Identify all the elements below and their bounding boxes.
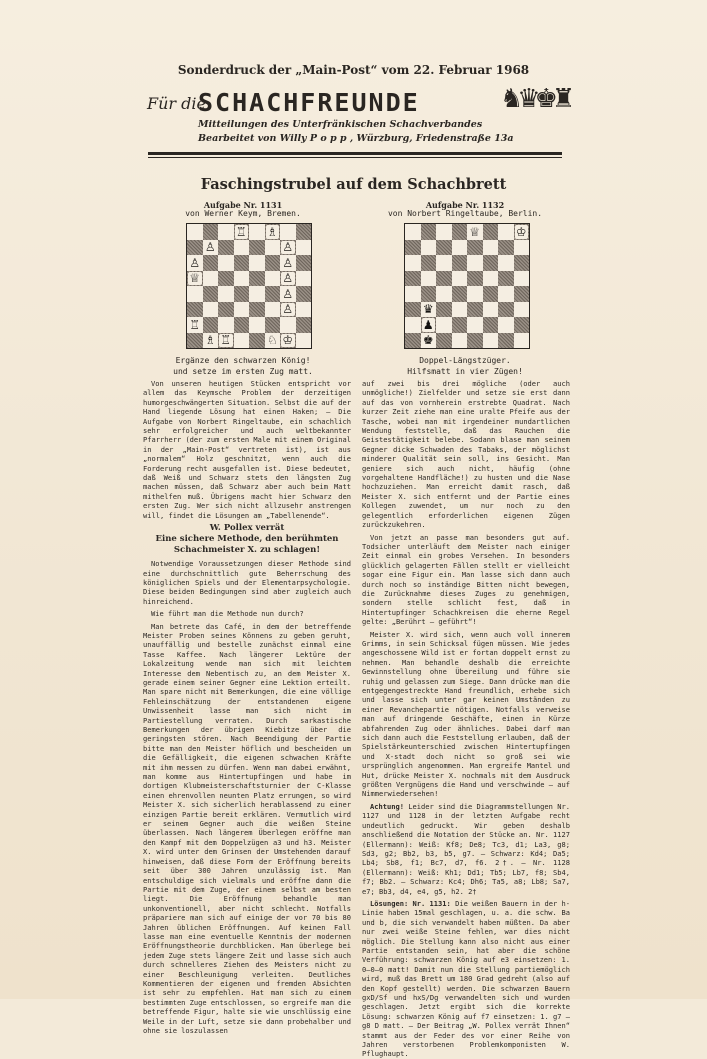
board-square (421, 286, 437, 302)
board-square (187, 302, 203, 318)
board-square (218, 240, 234, 256)
paragraph: Wie führt man die Methode nun durch? (151, 609, 304, 619)
board-square (234, 317, 250, 333)
board-square (296, 286, 312, 302)
chess-piece-icon: ♙ (282, 240, 294, 255)
board-square (296, 255, 312, 271)
paragraph: Man betrete das Café, in dem der betreffende Meister Proben seines Könnens zu geben geruht, unauffällig und bestelle zunächst einmal eine Tasse Kaffee. Nach längerer Lektüre der Lokalzeitung wende man sich mit leichtem Interesse dem Nebentisch zu, an dem Meister X. gerade einem seiner Gegner eine Lektion erteilt. Man spare nicht mit Bemerkungen, die eine völlige Fehleinschätzung der entstandenen eigene Unwissenheit lasse man sich nicht im Partiestellung verraten. Durch sarkastische Bemerkungen der übrigen Kiebitze über die geringsten stören. Nach Beendigung der Partie bitte man den Meister höflich und bescheiden um die Gefälligkeit, die eigenen schwachen Kräfte mit ihm messen zu dürfen. Wenn man dabei erwähnt, man komme aus Hintertupfingen und habe im dortigen Klubmeisterschaftsturnier der C-Klasse einen ehrenvollen neunten Platz errungen, so wird Meister X. sich sicherlich herablassend zu einer einzigen Partie bereit erklären. Vermutlich wird er seinem Gegner auch die weißen Steine überlassen. Nach längerem Überlegen eröffne man den Kampf mit dem Doppelzügen a3 und h3. Meister X. wird unter dem Grinsen der Umstehenden darauf hinweisen, daß diese Form der Eröffnung bereits seit über 300 Jahren unzulässig ist. Man entschuldige sich vielmals und eröffne dann die Partie mit dem Zuge, der einem selbst am besten liegt. Die Eröffnung behandle man unkonventionell, aber nicht schlecht. Notfalls präpariere man sich auf einige der vor 70 bis 80 Jahren üblichen Eröffnungen. Auf keinen Fall lasse man eine eventuelle Kenntnis der modernen Eröffnungstheorie durchblicken. Man überlege bei jedem Zuge stets längere Zeit und lasse sich auch durch schnelleres Ziehen des Meisters nicht zu einer Beschleunigung verleiten. Deutliches Kommentieren der eigenen und fremden Absichten ist sehr zu empfehlen. Hat man sich zu einem bestimmten Zuge entschlossen, so ergreife man die betreffende Figur, halte sie wie unschlüssig eine Weile in der Luft, setze sie dann probehalber und ohne sie loszulassen (143, 621, 351, 1035)
board-square (265, 286, 281, 302)
chess-piece-icon: ♖ (189, 317, 201, 332)
chess-piece-icon: ♙ (282, 302, 294, 317)
board-square (203, 224, 219, 240)
board-square (218, 271, 234, 287)
masthead-editor: Bearbeitet von Willy P o p p , Würzburg, Friedenstraße 13a (198, 133, 514, 144)
board-square (296, 224, 312, 240)
intro-paragraph: Von unseren heutigen Stücken entspricht vor allem das Keymsche Problem der derzeitigen humorgeschwängerten Situation. Selbst die auf der Hand liegende Lösung hat einen Haken; — Die Aufgabe von Norbert Ringeltaube, ein schachlich sehr erfolgreicher und auch weltbekannter Pfarrherr (der zum ersten Male mit einem Original in der „Main-Post“ vertreten ist), ist aus „normalem“ Holz geschnitzt, wenn auch die Forderung recht ausgefallen ist. Diese bedeutet, daß Weiß und Schwarz stets den längsten Zug machen müssen, daß Schwarz aber auch beim Matt mithelfen muß. Übrigens macht hier Schwarz den ersten Zug. Wer sich nicht allzusehr anstrengen will, findet die Lösungen am „Tabellenende“. (143, 379, 351, 520)
board-square (436, 271, 452, 287)
board-square (514, 317, 530, 333)
chess-diagram-1131 (186, 223, 312, 349)
masthead-subtitle: Mitteilungen des Unterfränkischen Schachverbandes (198, 119, 483, 130)
board-square (514, 286, 530, 302)
chess-piece-icon: ♖ (220, 333, 232, 348)
article-column-left (143, 379, 351, 1035)
board-square (405, 271, 421, 287)
header-rule-thin (148, 157, 562, 158)
board-square (203, 286, 219, 302)
chess-piece-icon: ♚ (422, 333, 434, 348)
board-square (405, 240, 421, 256)
board-square (452, 317, 468, 333)
board-square (249, 240, 265, 256)
chess-piece-icon: ♕ (469, 224, 481, 239)
chess-piece-icon: ♗ (266, 224, 278, 239)
problem-2-caption: Doppel-Längstzüger. (419, 356, 511, 365)
chess-pieces-logo-icon: ♞♛♚♜ (500, 84, 570, 114)
board-square (483, 286, 499, 302)
paragraph: Notwendige Voraussetzungen dieser Methode sind eine durchschnittlich gute Beherrschung des königlichen Spiels und der Elementarpsychologie. Diese beiden Bedingungen sind aber zugleich auch hinreichend. (143, 559, 351, 606)
notice-label: Achtung! (370, 801, 404, 811)
board-square (249, 333, 265, 349)
problem-2-title: Aufgabe Nr. 1132 (425, 200, 505, 210)
section-heading: W. Pollex verrät (209, 523, 285, 534)
problem-1-caption: Ergänze den schwarzen König! (175, 356, 311, 365)
masthead-title: SCHACHFREUNDE (198, 88, 420, 117)
paragraph: Meister X. wird sich, wenn auch voll innerem Grimms, in sein Schicksal fügen müssen. Wie jedes angeschossene Wild ist er fortan doppelt ernst zu nehmen. Man behandle deshalb die erreichte Gewinnstellung ohne Übereilung und führe sie ruhig und gelassen zum Siege. Dann drücke man die entgegengestreckte Hand freundlich, erhebe sich und lasse sich unter gar keinen Umständen zu einer Revanchepartie nötigen. Notfalls verweise man auf dringende Geschäfte, einen in Kürze abfahrenden Zug oder ähnliches. Dabei darf man sich dann auch die Feststellung erlauben, daß der Spielstärkeunterschied zwischen Hintertupfingen und X-stadt doch nicht so groß sei wie ursprünglich angenommen. Man ergreife Mantel und Hut, drücke Meister X. nochmals mit dem Ausdruck größten Vergnügens die Hand und verschwinde — auf Nimmerwiedersehen! (362, 629, 570, 799)
chess-piece-icon: ♔ (515, 224, 527, 239)
board-square (218, 302, 234, 318)
board-square (249, 271, 265, 287)
board-square (187, 240, 203, 256)
chess-piece-icon: ♗ (204, 333, 216, 348)
board-square (467, 333, 483, 349)
chess-piece-icon: ♙ (282, 286, 294, 301)
section-subheading (143, 534, 351, 556)
solutions-text: Die weißen Bauern in der h-Linie haben 15mal geschlagen, u. a. die schw. Ba und b, die sich verwandelt haben müßten. Da aber nur zwei weiße Steine fehlen, war dies nicht möglich. Die Stellung kann also nicht aus einer Partie entstanden sein, hat aber die schöne Verführung: schwarzen König auf e3 einsetzen: 1. 0—0—0 matt! Damit nun die Stellung partiemöglich wird, muß das Brett um 180 Grad gedreht (also auf den Kopf gestellt) werden. Die schwarzen Bauern gxD/Sf und hxS/Dg verwandelten sich und wurden geschlagen. Jetzt ergibt sich die korrekte Lösung: schwarzen König auf f7 einsetzen: 1. g7 — g8 D matt. — Der Beitrag „W. Pollex verrät Ihnen“ stammt aus der Feder des vor einer Reihe von Jahren verstorbenen Problemkomponisten W. Pflughaupt. (362, 898, 571, 1059)
board-square (498, 333, 514, 349)
board-square (265, 317, 281, 333)
board-square (249, 302, 265, 318)
page-headline: Faschingstrubel auf dem Schachbrett (200, 176, 507, 193)
chess-piece-icon: ♙ (282, 255, 294, 270)
notice-paragraph (362, 802, 570, 896)
subheading-line-1: Eine sichere Methode, den berühmten (155, 534, 339, 545)
problem-2-stipulation: Hilfsmatt in vier Zügen! (407, 367, 523, 376)
reprint-note: Sonderdruck der „Main-Post“ vom 22. Februar 1968 (177, 63, 530, 77)
board-square (483, 317, 499, 333)
paragraph: Von jetzt an passe man besonders gut auf. Todsicher unterläuft dem Meister nach einiger Zeit einmal ein grobes Versehen. In besonders glücklich gelagerten Fällen stellt er vielleicht sogar eine Figur ein. Man lasse sich dann auch durch noch so inständige Bitten nicht bewegen, die Zurücknahme dieses Zuges zu genehmigen, sondern stelle schlicht fest, daß in Hintertupfinger Schachkreisen die eherne Regel gelte: „Berührt — geführt“! (362, 532, 570, 627)
board-square (452, 224, 468, 240)
article-column-right (362, 379, 571, 1059)
chess-piece-icon: ♙ (282, 271, 294, 286)
paragraph: auf zwei bis drei mögliche (oder auch unmögliche!) Zielfelder und setze sie erst dann auf das von vornherein erstrebte Quadrat. Nach kurzer Zeit ziehe man eine uralte Pfeife aus der Tasche, wobei man mit irgendeiner mundartlichen Wendung feststelle, daß das Rauchen die Geistestätigkeit belebe. Sodann blase man seinem Gegner dicke Schwaden des Tabaks, der möglichst minderer Qualität sein soll, ins Gesicht. Man geniere sich auch nicht, häufig (ohne vorgehaltene Handfläche!) zu husten und die Nase hochzuziehen. Man erreicht damit rasch, daß Meister X. sich entfernt und der Partie eines Kollegen zuwendet, um nur noch zu den gelegentlich erforderlichen eigenen Zügen zurückzukehren. (362, 379, 570, 530)
board-square (452, 286, 468, 302)
board-square (405, 302, 421, 318)
solutions-label: Lösungen: Nr. 1131: (370, 898, 451, 908)
chess-piece-icon: ♔ (282, 333, 294, 348)
chess-piece-icon: ♛ (422, 302, 434, 317)
board-square (296, 317, 312, 333)
subheading-line-2: Schachmeister X. zu schlagen! (173, 545, 321, 556)
board-square (436, 240, 452, 256)
board-square (514, 255, 530, 271)
solutions-paragraph (362, 899, 570, 1059)
board-square (467, 271, 483, 287)
problem-1-stipulation: und setze im ersten Zug matt. (173, 367, 313, 376)
problem-1-title: Aufgabe Nr. 1131 (203, 200, 283, 210)
board-square (436, 333, 452, 349)
chess-piece-icon: ♙ (204, 240, 216, 255)
chess-piece-icon: ♕ (189, 271, 201, 286)
notice-text: Leider sind die Diagrammstellungen Nr. 1127 und 1128 in der letzten Aufgabe recht undeutlich gedruckt. Wir geben deshalb anschließend die Notation der Stücke an. Nr. 1127 (Ellermann): Weiß: Kf8; De8; Tc3, d1; La3, g8; Sd3, g2; Bb2, b3, b5, g7. — Schwarz: Kd4; Da5; Lb4; Sb8, f1; Bc7, d7, f6. 2†. — Nr. 1128 (Ellermann): Weiß: Kh1; Dd1; Tb5; Lb7, f8; Sb4, f7; Bb2. — Schwarz: Kc4; Dh6; Ta5, a8; Lb8; Sa7, e7; Bb3, d4, e4, g5, h2. 2† (362, 801, 570, 896)
chess-piece-icon: ♙ (189, 255, 201, 270)
board-square (405, 333, 421, 349)
board-square (421, 224, 437, 240)
problem-2-author: von Norbert Ringeltaube, Berlin. (387, 209, 543, 218)
board-square (203, 317, 219, 333)
board-square (483, 255, 499, 271)
board-square (498, 240, 514, 256)
board-square (467, 240, 483, 256)
board-square (265, 255, 281, 271)
board-square (436, 302, 452, 318)
board-square (187, 333, 203, 349)
board-square (203, 255, 219, 271)
chess-diagram-1132 (404, 223, 530, 349)
board-square (467, 302, 483, 318)
board-square (234, 255, 250, 271)
chess-piece-icon: ♟ (422, 317, 434, 332)
chess-piece-icon: ♘ (266, 333, 278, 348)
board-square (498, 302, 514, 318)
board-square (234, 286, 250, 302)
chess-piece-icon: ♖ (235, 224, 247, 239)
header-rule (148, 152, 562, 155)
board-square (452, 255, 468, 271)
problem-1-author: von Werner Keym, Bremen. (185, 209, 301, 218)
masthead-prefix: Für die (147, 94, 206, 113)
board-square (498, 271, 514, 287)
board-square (421, 255, 437, 271)
board-square (483, 224, 499, 240)
